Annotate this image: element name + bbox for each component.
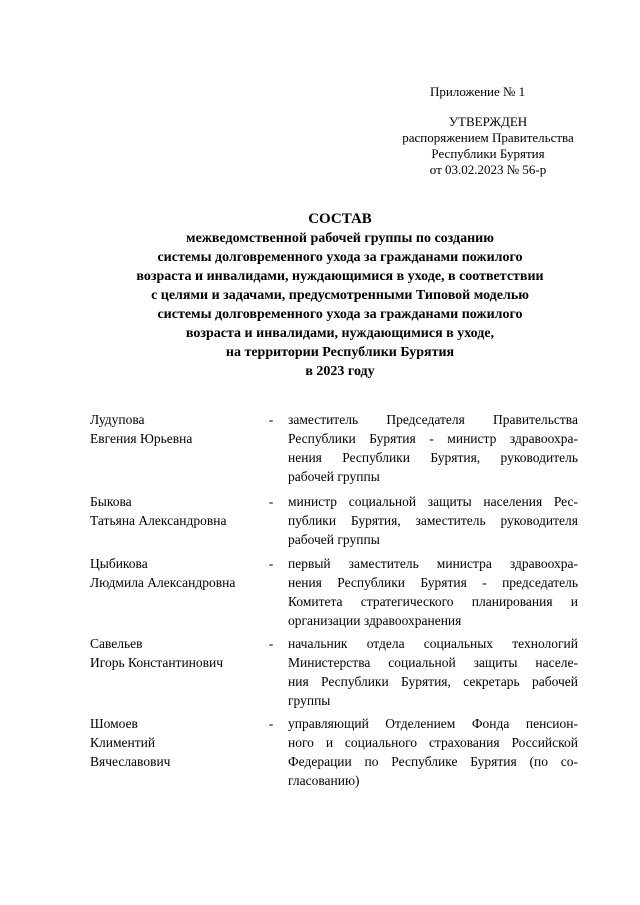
- role-line: Республики Бурятия - министр здравоохра-: [288, 431, 578, 446]
- member-name: [90, 634, 265, 672]
- role-line: организации здравоохранения: [288, 613, 462, 628]
- member-role: [288, 410, 578, 486]
- role-line: заместитель Председателя Правительства: [288, 412, 578, 427]
- member-patronymic: Вячеславович: [90, 754, 171, 769]
- approval-line-1: УТВЕРЖДЕН: [448, 114, 528, 129]
- member-surname: Шомоев: [90, 716, 138, 731]
- member-dash: -: [268, 636, 274, 651]
- approval-line-4: от 03.02.2023 № 56-р: [429, 162, 547, 177]
- role-line: Федерации по Республике Бурятия (по со-: [288, 754, 578, 769]
- member-role: [288, 714, 578, 790]
- role-line: первый заместитель министра здравоохра-: [288, 556, 578, 571]
- member-surname: Лудупова: [90, 412, 145, 427]
- member-given-names: Татьяна Александровна: [90, 513, 227, 528]
- member-dash: -: [268, 556, 274, 571]
- appendix-label: Приложение № 1: [430, 84, 526, 99]
- member-dash: -: [268, 494, 274, 509]
- member-surname: Быкова: [90, 494, 132, 509]
- title-line-2: системы долговременного ухода за гражданами пожилого: [157, 250, 523, 265]
- title-line-4: с целями и задачами, предусмотренными Типовой моделью: [151, 288, 529, 303]
- member-given-names: Людмила Александровна: [90, 575, 236, 590]
- role-line: ния Республики Бурятия, секретарь рабочей: [288, 674, 578, 689]
- title-heading: СОСТАВ: [308, 211, 372, 227]
- member-dash: -: [268, 716, 274, 731]
- title-line-6: возраста и инвалидами, нуждающимися в уходе,: [185, 326, 495, 341]
- member-dash: -: [268, 412, 274, 427]
- role-line: нения Республики Бурятия, руководитель: [288, 450, 578, 465]
- member-name: [90, 714, 265, 771]
- member-given-names: Игорь Константинович: [90, 655, 224, 670]
- role-line: рабочей группы: [288, 469, 380, 484]
- title-line-7: на территории Республики Бурятия: [225, 345, 455, 360]
- role-line: начальник отдела социальных технологий: [288, 636, 578, 651]
- role-line: ного и социального страхования Российской: [288, 735, 578, 750]
- member-given-names: Климентий: [90, 735, 156, 750]
- approval-stamp: [398, 114, 578, 178]
- role-line: публики Бурятия, заместитель руководителя: [288, 513, 578, 528]
- member-name: [90, 554, 265, 592]
- title-line-8: в 2023 году: [305, 364, 375, 379]
- member-name: [90, 492, 265, 530]
- title-line-5: системы долговременного ухода за гражданами пожилого: [157, 307, 523, 322]
- document-title: [60, 210, 620, 381]
- member-name: [90, 410, 265, 448]
- role-line: нения Республики Бурятия - председатель: [288, 575, 578, 590]
- member-surname: Савельев: [90, 636, 143, 651]
- role-line: управляющий Отделением Фонда пенсион-: [288, 716, 578, 731]
- member-given-names: Евгения Юрьевна: [90, 431, 193, 446]
- approval-line-3: Республики Бурятия: [431, 146, 545, 161]
- role-line: гласованию): [288, 773, 360, 788]
- member-surname: Цыбикова: [90, 556, 148, 571]
- role-line: рабочей группы: [288, 532, 380, 547]
- role-line: Комитета стратегического планирования и: [288, 594, 578, 609]
- role-line: Министерства социальной защиты населе-: [288, 655, 578, 670]
- member-role: [288, 554, 578, 630]
- member-role: [288, 492, 578, 549]
- title-line-3: возраста и инвалидами, нуждающимися в уходе, в соответствии: [136, 269, 544, 284]
- title-line-1: межведомственной рабочей группы по созданию: [186, 231, 494, 246]
- member-role: [288, 634, 578, 710]
- approval-line-2: распоряжением Правительства: [402, 130, 574, 145]
- role-line: группы: [288, 693, 331, 708]
- role-line: министр социальной защиты населения Рес-: [288, 494, 578, 509]
